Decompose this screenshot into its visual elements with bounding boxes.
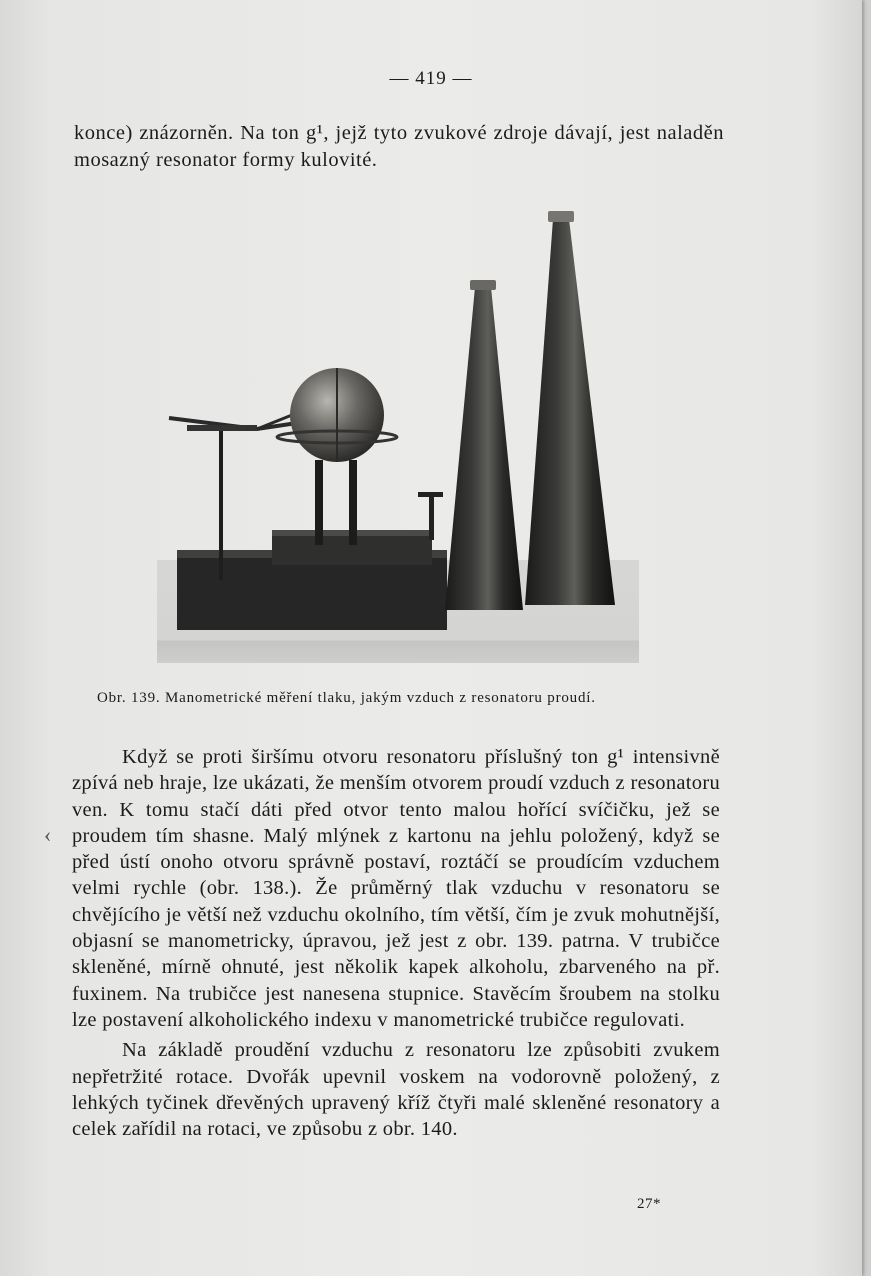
figure-caption: Obr. 139. Manometrické měření tlaku, jakým vzduch z resonatoru proudí.: [97, 690, 596, 706]
figure-139-photo: [157, 205, 639, 663]
body-text: [72, 744, 720, 1142]
page-number: — 419 —: [389, 68, 473, 89]
margin-pencil-mark: ‹: [44, 822, 52, 847]
paragraph: Když se proti širšímu otvoru resonatoru příslušný ton g¹ intensivně zpívá neb hraje, lze ukázati, že menším otvorem proudí vzduch z resonatoru ven. K tomu stačí dáti před otvor tento malou hořící svíčičku, jež se proudem tím shasne. Malý mlýnek z kartonu na jehlu položený, když se před ústí onoho otvoru správně postaví, roztáčí se proudícím vzduchem velmi rychle (obr. 138.). Že průměrný tlak vzduchu v resonatoru se chvějícího je větší než vzduchu okolního, tím větší, čím je zvuk mohutnější, objasní se manometricky, úpravou, jež jest z obr. 139. patrna. V trubičce skleněné, mírně ohnuté, jest několik kapek alkoholu, zbarveného na př. fuxinem. Na trubičce jest nanesena stupnice. Stavěcím šroubem na stolku lze postavení alkoholického indexu v manometrické trubičce regulovati.: [72, 746, 720, 1031]
intro-paragraph: konce) znázorněn. Na ton g¹, jejž tyto zvukové zdroje dávají, jest naladěn mosazný resonator formy kulovité.: [74, 122, 724, 171]
paragraph: Na základě proudění vzduchu z resonatoru lze způsobiti zvukem nepřetržité rotace. Dvořák upevnil voskem na vodorovně položený, z lehkých tyčinek dřevěných upravený kříž čtyři malé skleněné resonatory a celek zařídil na rotaci, ve způsobu z obr. 140.: [72, 1039, 720, 1141]
signature-mark: 27*: [637, 1196, 661, 1212]
